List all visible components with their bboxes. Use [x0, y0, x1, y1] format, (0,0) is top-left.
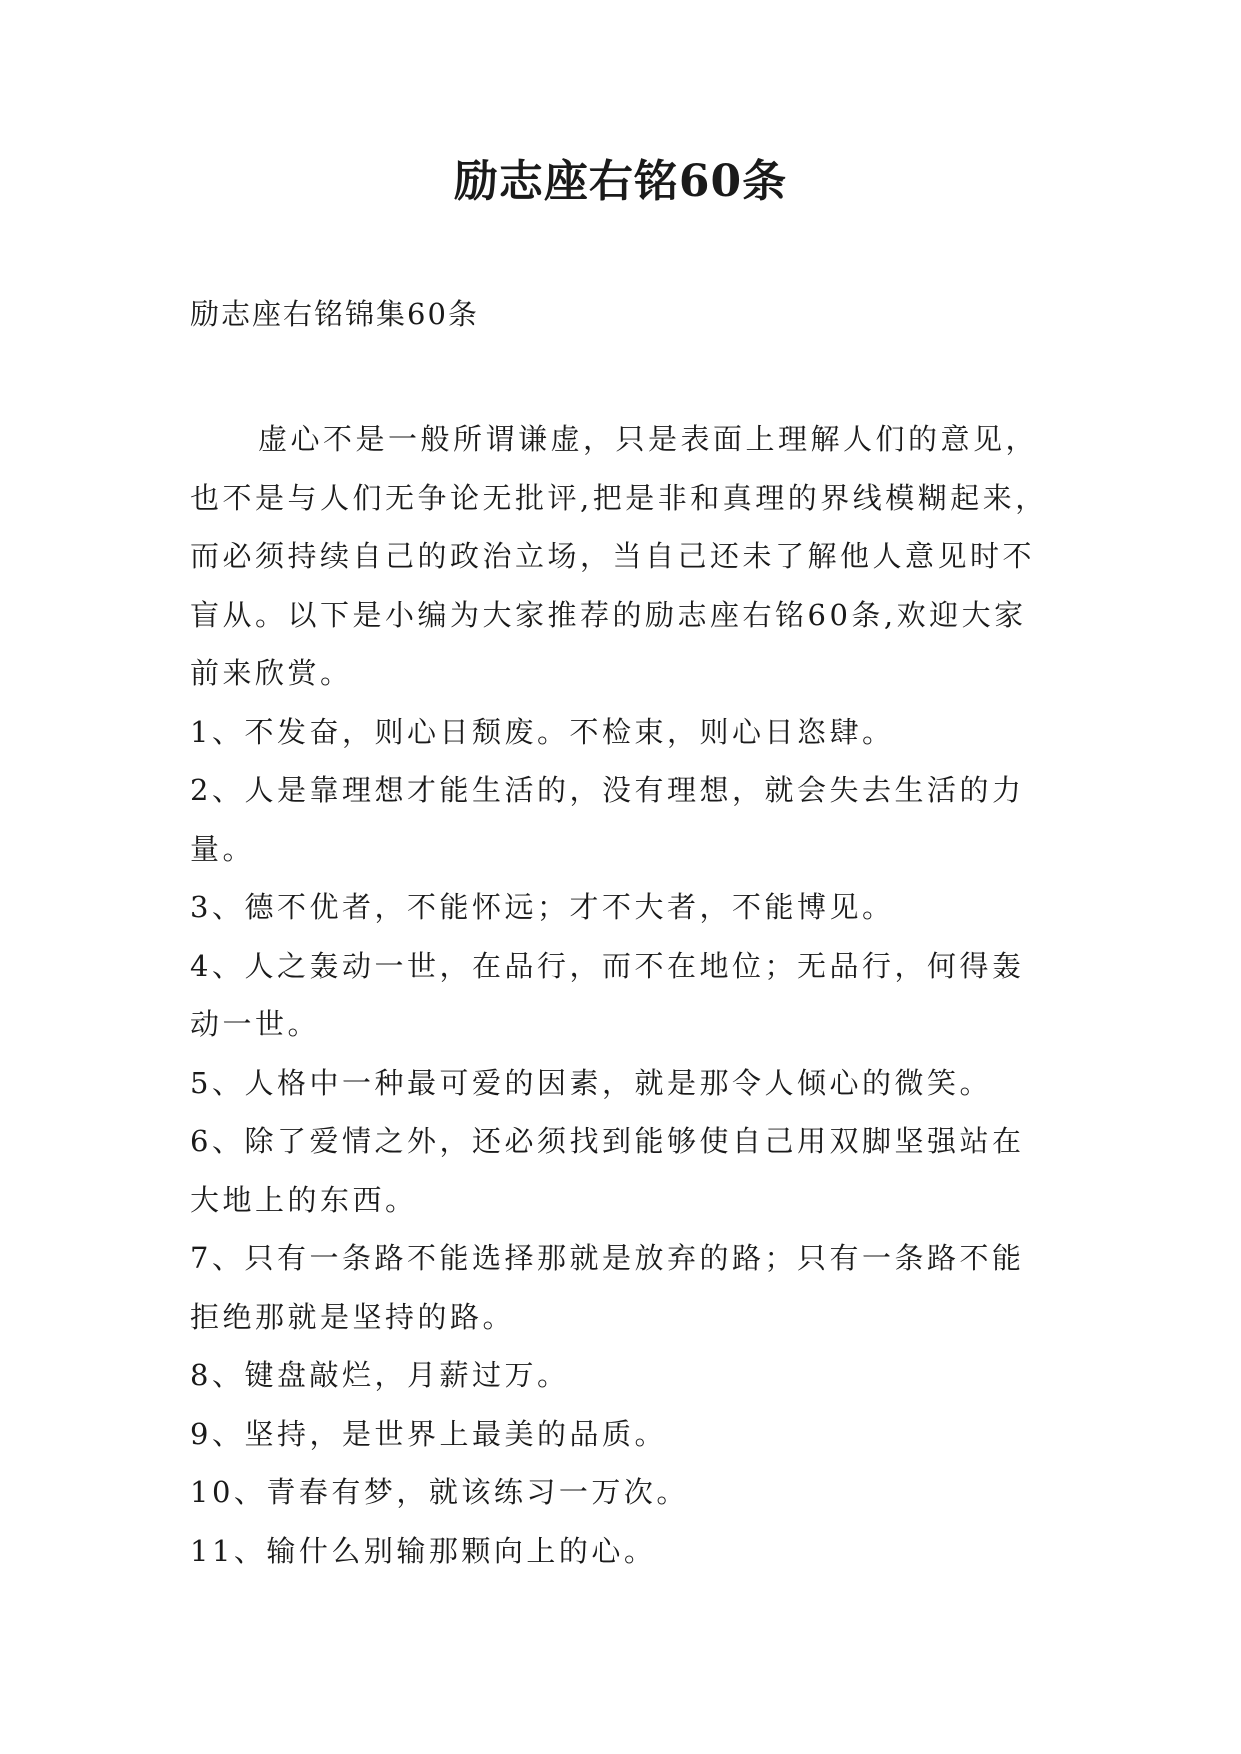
- body-line: 11、输什么别输那颗向上的心。: [190, 1533, 657, 1568]
- body-line: 前来欣赏。: [190, 656, 353, 690]
- document-body: [190, 410, 1070, 1580]
- body-line: 6、除了爱情之外，还必须找到能够使自己用双脚坚强站在: [190, 1124, 1025, 1158]
- body-line: 拒绝那就是坚持的路。: [190, 1299, 516, 1334]
- document-subtitle: 励志座右铭锦集60条: [190, 297, 479, 331]
- body-line: 2、人是靠理想才能生活的，没有理想，就会失去生活的力: [190, 773, 1025, 807]
- body-line: 8、键盘敲烂，月薪过万。: [190, 1358, 570, 1392]
- body-line: 1、不发奋，则心日颓废。不检束，则心日恣肆。: [190, 714, 895, 749]
- body-line: 也不是与人们无争论无批评,把是非和真理的界线模糊起来，: [190, 480, 1048, 515]
- body-line: 大地上的东西。: [190, 1182, 418, 1217]
- body-line: 7、只有一条路不能选择那就是放弃的路；只有一条路不能: [190, 1241, 1025, 1275]
- body-line: 9、坚持，是世界上最美的品质。: [190, 1416, 667, 1451]
- body-line: 4、人之轰动一世，在品行，而不在地位；无品行，何得轰: [190, 948, 1025, 983]
- body-line: 5、人格中一种最可爱的因素，就是那令人倾心的微笑。: [190, 1065, 992, 1100]
- body-line: 动一世。: [190, 1007, 321, 1041]
- body-line: 10、青春有梦，就该练习一万次。: [190, 1475, 689, 1509]
- body-line: 盲从。以下是小编为大家推荐的励志座右铭60条,欢迎大家: [190, 597, 1027, 632]
- document-title: 励志座右铭60条: [453, 156, 788, 207]
- body-line: 而必须持续自己的政治立场，当自己还未了解他人意见时不: [190, 539, 1036, 573]
- body-line: 3、德不优者，不能怀远；才不大者，不能博见。: [190, 890, 895, 924]
- body-line: 量。: [190, 831, 256, 866]
- body-line: 虚心不是一般所谓谦虚，只是表面上理解人们的意见，: [258, 422, 1039, 456]
